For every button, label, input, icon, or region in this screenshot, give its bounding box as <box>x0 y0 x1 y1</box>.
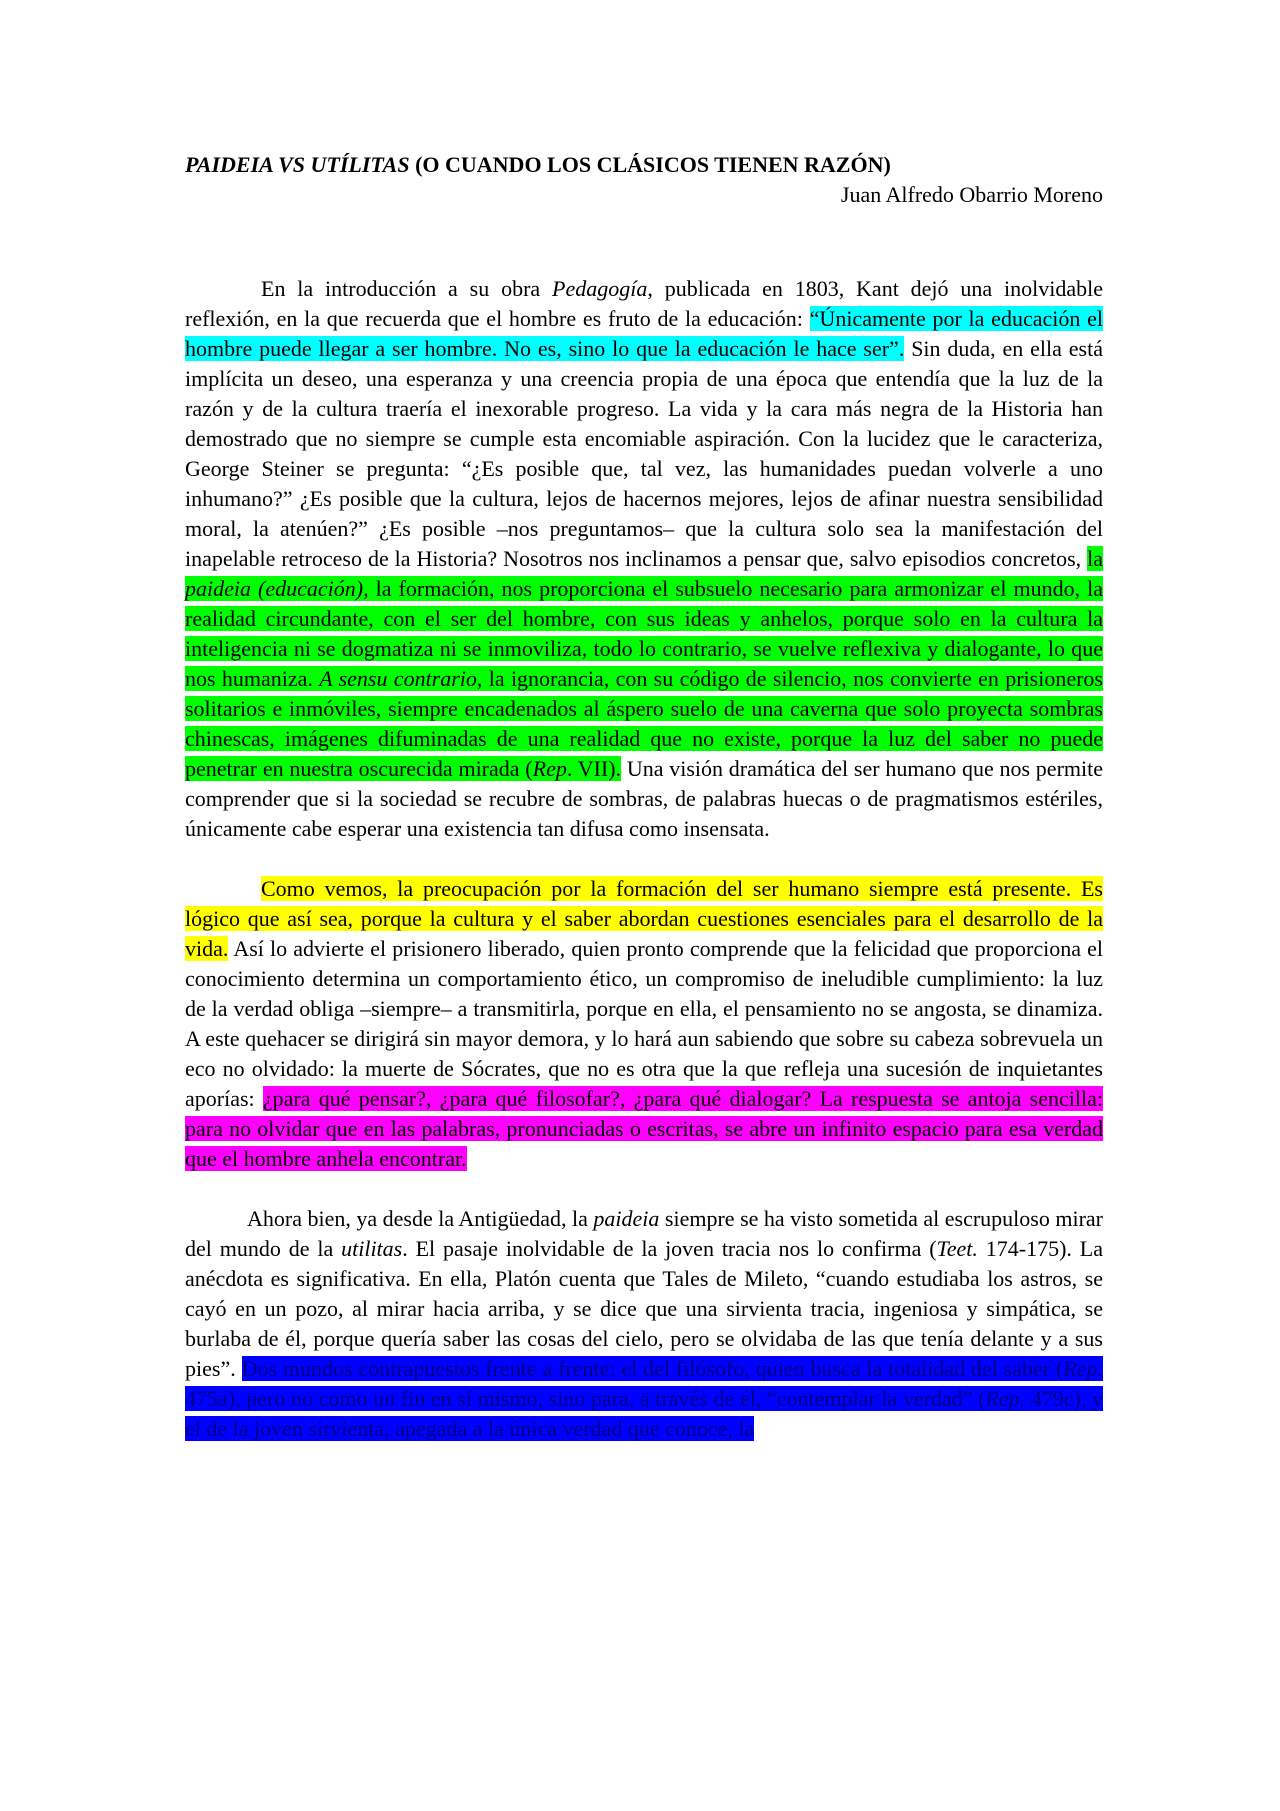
highlight-magenta: ¿para qué pensar?, ¿para qué filosofar?, ¿para qué dialogar? La respuesta se antoja sencilla: para no olvidar que en las palabras, pronunciadas o escritas, se abre un infinito espacio para esa verdad que el hombre anhela encontrar. <box>185 1086 1103 1171</box>
green-italic: Rep <box>532 756 567 781</box>
title-italic: PAIDEIA VS UTÍLITAS <box>185 152 410 177</box>
blue-text: 475a), pero no como un fin en sí mismo, sino para, a través de él, “contemplar la verdad” ( <box>185 1386 986 1411</box>
p1-text: En la introducción a su obra <box>261 276 553 301</box>
p3-italic: utilitas <box>341 1236 403 1261</box>
paragraph-2 <box>185 874 1103 1174</box>
p3-italic: Teet. <box>936 1236 978 1261</box>
blue-text: 479c), y el de la joven sirvienta, apegada a la única verdad que conoce, la <box>185 1386 1104 1441</box>
p3-text: Ahora bien, ya desde la Antigüedad, la <box>247 1206 594 1231</box>
paragraph-3 <box>185 1204 1103 1444</box>
p1-text: Sin duda, en ella está implícita un deseo, una esperanza y una creencia propia de una época que entendía que la luz de la razón y de la cultura traería el inexorable progreso. La vida y la cara más negra de la Historia han demostrado que no siempre se cumple esta encomiable aspiración. Con la lucidez que le caracteriza, George Steiner se pregunta: “¿Es posible que, tal vez, las humanidades puedan volverle a uno inhumano?” ¿Es posible que la cultura, lejos de hacernos mejores, lejos de afinar nuestra sensibilidad moral, la atenúen?” ¿Es posible –nos preguntamos– que la cultura solo sea la manifestación del inapelable retroceso de la Historia? Nosotros nos inclinamos a pensar que, salvo episodios concretos, <box>185 336 1103 571</box>
author-name: Juan Alfredo Obarrio Moreno <box>840 182 1103 207</box>
p3-text: 174-175). La anécdota es significativa. En ella, Platón cuenta que Tales de Mileto, “cuando estudiaba los astros, se cayó en un pozo, al mirar hacia arriba, y se dice que una sirvienta tracia, ingeniosa y simpática, se burlaba de él, porque quería saber las cosas del cielo, pero se olvidaba de las que tenía delante y a sus pies”. <box>185 1236 1103 1381</box>
p1-text: , publicada en 1803, Kant dejó una inolvidable reflexión, en la que recuerda que el hombre es fruto de la educación: <box>185 276 1103 331</box>
green-text: la <box>1087 546 1103 571</box>
green-italic: A sensu contrario <box>319 666 477 691</box>
document-title <box>185 150 1103 180</box>
highlight-green <box>185 546 1103 781</box>
green-text: , la formación, nos proporciona el subsuelo necesario para armonizar el mundo, la realidad circundante, con el ser del hombre, con sus ideas y anhelos, porque solo en la cultura la inteligencia ni se dogmatiza ni se inmoviliza, todo lo contrario, se vuelve reflexiva y dialogante, lo que nos humaniza. <box>185 576 1103 691</box>
green-italic: paideia (educación) <box>185 576 364 601</box>
highlight-cyan: “Únicamente por la educación el hombre puede llegar a ser hombre. No es, sino lo que la educación le hace ser”. <box>185 306 1103 361</box>
document-body <box>185 274 1103 1444</box>
p3-text: siempre se ha visto sometida al escrupuloso mirar del mundo de la <box>185 1206 1103 1261</box>
paragraph-1 <box>185 274 1103 844</box>
p2-text: Así lo advierte el prisionero liberado, quien pronto comprende que la felicidad que proporciona el conocimiento determina un comportamiento ético, un compromiso de ineludible cumplimiento: la luz de la verdad obliga –siempre– a transmitirla, porque en ella, el pensamiento no se angosta, se dinamiza. A este quehacer se dirigirá sin mayor demora, y lo hará aun sabiendo que sobre su cabeza sobrevuela un eco no olvidado: la muerte de Sócrates, que no es otra que la que refleja una sucesión de inquietantes aporías: <box>185 936 1103 1111</box>
p3-italic: paideia <box>593 1206 660 1231</box>
highlight-yellow: Como vemos, la preocupación por la formación del ser humano siempre está presente. Es lógico que así sea, porque la cultura y el saber abordan cuestiones esenciales para el desarrollo de la vida. <box>185 876 1103 961</box>
p1-text: Una visión dramática del ser humano que nos permite comprender que si la sociedad se recubre de sombras, de palabras huecas o de pragmatismos estériles, únicamente cabe esperar una existencia tan difusa como insensata. <box>185 756 1103 841</box>
title-rest: (O CUANDO LOS CLÁSICOS TIENEN RAZÓN) <box>409 152 891 177</box>
highlight-blue <box>185 1356 1103 1441</box>
p3-text: . El pasaje inolvidable de la joven tracia nos lo confirma ( <box>402 1236 937 1261</box>
blue-text: Dos mundos contrapuestos frente a frente: el del filósofo, quien busca la totalidad del saber ( <box>241 1356 1064 1381</box>
p1-italic: Pedagogía <box>552 276 648 301</box>
blue-italic: Rep. <box>985 1386 1026 1411</box>
green-text: , la ignorancia, con su código de silencio, nos convierte en prisioneros solitarios e inmóviles, siempre encadenados al áspero suelo de una caverna que solo proyecta sombras chinescas, imágenes difuminadas de una realidad que no existe, porque la luz del saber no puede penetrar en nuestra oscurecida mirada ( <box>185 666 1103 781</box>
blue-italic: Rep. <box>1063 1356 1103 1381</box>
green-text: . VII). <box>566 756 622 781</box>
